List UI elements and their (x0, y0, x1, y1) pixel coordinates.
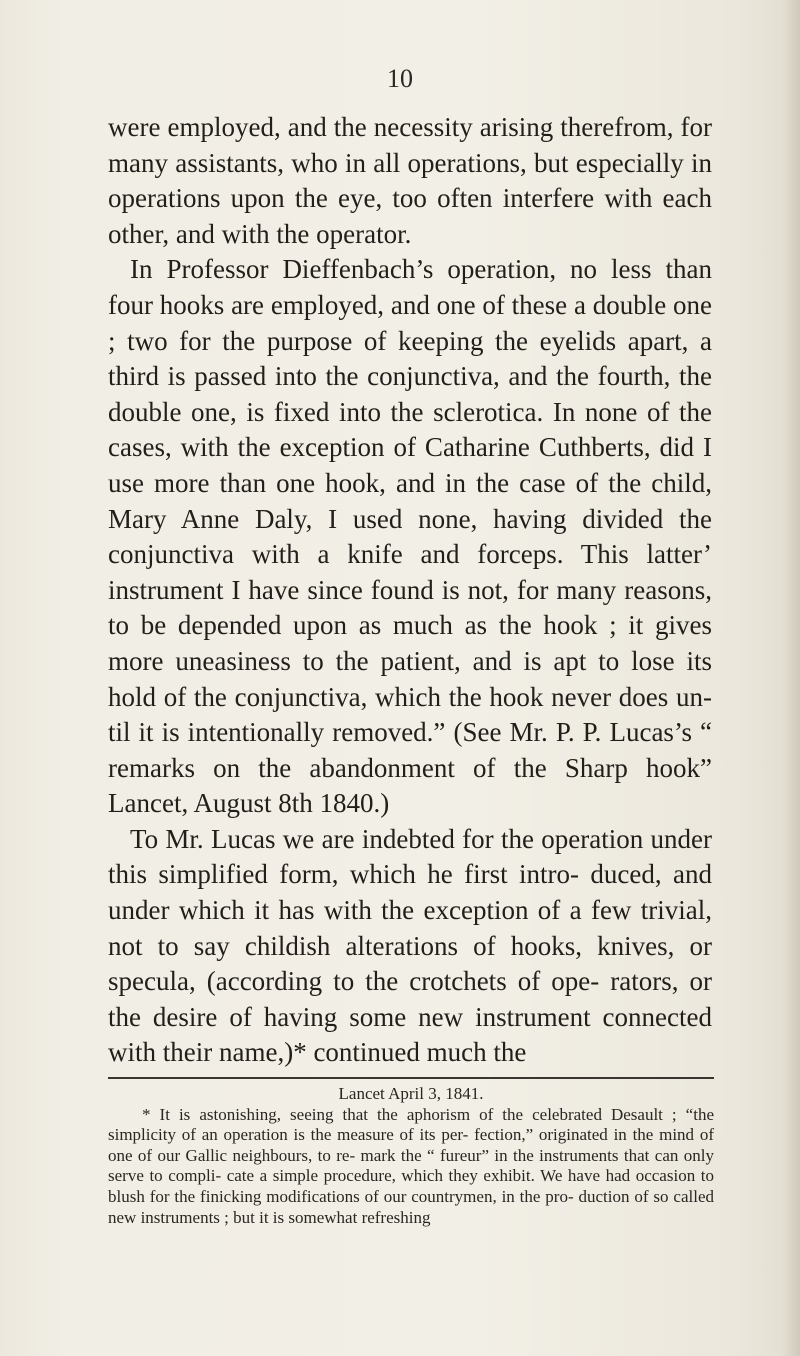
page-number: 10 (387, 64, 413, 93)
footnote-divider (108, 1077, 714, 1079)
page-edge-shadow (782, 0, 800, 1356)
footnote-source: Lancet April 3, 1841. (338, 1084, 484, 1103)
paragraph-1: were employed, and the necessity arising therefrom, for many assistants, who in all operations, but especially in operations upon the eye, too often interfere with each other, and with the operator. (108, 112, 712, 249)
paragraph-2: In Professor Dieffenbach’s operation, no less than four hooks are employed, and one of these a double one ; two for the purpose of keeping the eyelids apart, a third is passed into the conjunctiva, and the fourth, the double one, is fixed into the sclerotica. In none of the cases, with the exception of Catharine Cuthberts, did I use more than one hook, and in the case of the child, Mary Anne Daly, I used none, having divided the conjunctiva with a knife and forceps. This latter’ instrument I have since found is not, for many reasons, to be depended upon as much as the hook ; it gives more uneasiness to the patient, and is apt to lose its hold of the conjunctiva, which the hook never does un- til it is intentionally removed.” (See Mr. P. P. Lucas’s “ remarks on the abandonment of the Sharp hook” Lancet, August 8th 1840.) (108, 254, 712, 819)
footnote (108, 1084, 714, 1228)
footnote-text: * It is astonishing, seeing that the aphorism of the celebrated Desault ; “the simplicity of an operation is the measure of its per- fection,” originated in the mind of one of our Gallic neighbours, to re- mark the “ fureur” in the instruments that can only serve to compli- cate a simple procedure, which they exhibit. We have had occasion to blush for the finicking modifications of our countrymen, in the pro- duction of so called new instruments ; but it is somewhat refreshing (108, 1104, 714, 1227)
paragraph-3: To Mr. Lucas we are indebted for the operation under this simplified form, which he first intro- duced, and under which it has with the exception of a few trivial, not to say childish alterations of hooks, knives, or specula, (according to the crotchets of ope- rators, or the desire of having some new instrument connected with their name,)* continued much the (108, 823, 712, 1068)
main-text (108, 110, 712, 1071)
